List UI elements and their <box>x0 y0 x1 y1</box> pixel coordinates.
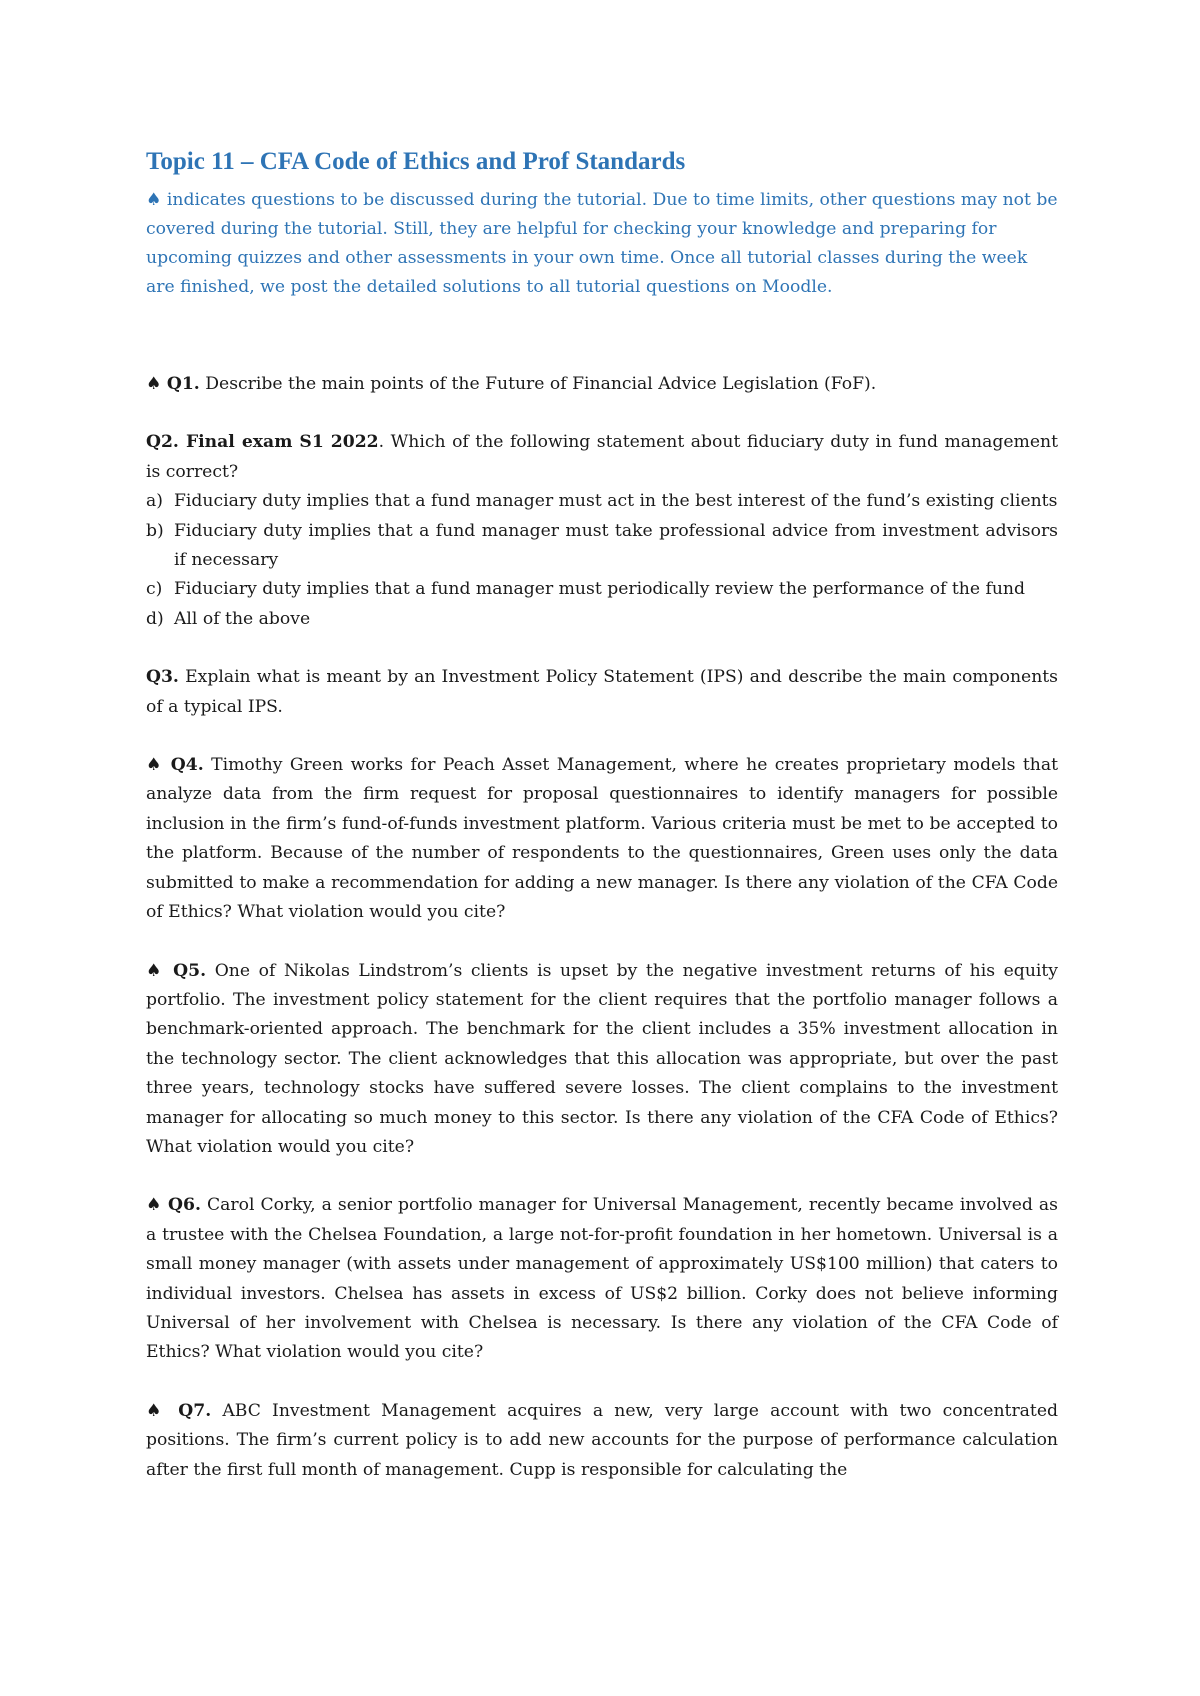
option-text: Fiduciary duty implies that a fund manager must periodically review the performance of the fund <box>174 579 1025 600</box>
question-5-label: Q5. <box>173 960 207 981</box>
option-d <box>146 605 1058 634</box>
page-title: Topic 11 – CFA Code of Ethics and Prof Standards <box>146 148 686 175</box>
question-5-text: One of Nikolas Lindstrom’s clients is upset by the negative investment returns of his equity portfolio. The investment policy statement for the client requires that the portfolio manager follows a benchmark-oriented approach. The benchmark for the client includes a 35% investment allocation in the technology sector. The client acknowledges that this allocation was appropriate, but over the past three years, technology stocks have suffered severe losses. The client complains to the investment manager for allocating so much money to this sector. Is there any violation of the CFA Code of Ethics? What violation would you cite? <box>146 960 1058 1157</box>
spade-icon: ♠ <box>146 1400 179 1421</box>
intro-text: indicates questions to be discussed during the tutorial. Due to time limits, other questions may not be covered during the tutorial. Still, they are helpful for checking your knowledge and preparing for upcoming quizzes and other assessments in your own time. Once all tutorial classes during the week are finished, we post the detailed solutions to all tutorial questions on Moodle. <box>146 190 1058 297</box>
question-2-label: Q2. Final exam S1 2022 <box>146 432 379 453</box>
option-letter: c) <box>146 579 163 600</box>
option-c <box>146 575 1058 604</box>
question-2 <box>146 428 1058 487</box>
question-7 <box>146 1397 1058 1485</box>
question-2-text: . Which of the following statement about fiduciary duty in fund management is correct? <box>146 432 1058 482</box>
question-3-label: Q3. <box>146 667 179 688</box>
question-3-text: Explain what is meant by an Investment Policy Statement (IPS) and describe the main components of a typical IPS. <box>146 667 1058 717</box>
question-1-text: Describe the main points of the Future of Financial Advice Legislation (FoF). <box>199 374 877 394</box>
question-7-text: ABC Investment Management acquires a new, very large account with two concentrated positions. The firm’s current policy is to add new accounts for the purpose of performance calculation after the first full month of management. Cupp is responsible for calculating the <box>146 1400 1059 1480</box>
spade-icon: ♠ <box>146 960 174 981</box>
question-5 <box>146 957 1058 1163</box>
document-page <box>146 146 1058 1485</box>
question-6-label: Q6. <box>168 1195 201 1216</box>
spade-icon: ♠ <box>146 1195 169 1216</box>
question-4-label: Q4. <box>170 755 204 776</box>
spade-icon: ♠ <box>146 190 162 210</box>
question-3 <box>146 663 1058 722</box>
option-text: Fiduciary duty implies that a fund manager must take professional advice from investment advisors if necessary <box>174 520 1058 571</box>
question-7-label: Q7. <box>178 1400 212 1421</box>
intro-paragraph <box>146 186 1058 302</box>
spade-icon: ♠ <box>146 755 171 776</box>
question-6-text: Carol Corky, a senior portfolio manager for Universal Management, recently became involved as a trustee with the Chelsea Foundation, a large not-for-profit foundation in her hometown. Universal is a small money manager (with assets under management of approximately US$100 million) that caters to individual investors. Chelsea has assets in excess of US$2 billion. Corky does not believe informing Universal of her involvement with Chelsea is necessary. Is there any violation of the CFA Code of Ethics? What violation would you cite? <box>146 1195 1058 1363</box>
option-letter: b) <box>146 520 164 541</box>
option-b <box>146 517 1058 576</box>
question-1-label: Q1. <box>166 374 200 394</box>
spade-icon: ♠ <box>146 374 167 394</box>
question-4 <box>146 751 1058 927</box>
option-letter: a) <box>146 491 163 512</box>
option-text: All of the above <box>174 608 311 629</box>
option-letter: d) <box>146 608 164 629</box>
question-4-text: Timothy Green works for Peach Asset Management, where he creates proprietary models that analyze data from the firm request for proposal questionnaires to identify managers for possible inclusion in the firm’s fund-of-funds investment platform. Various criteria must be met to be accepted to the platform. Because of the number of respondents to the questionnaires, Green uses only the data submitted to make a recommendation for adding a new manager. Is there any violation of the CFA Code of Ethics? What violation would you cite? <box>146 755 1059 923</box>
question-1 <box>146 370 1058 399</box>
question-2-options <box>146 487 1058 634</box>
question-6 <box>146 1191 1058 1367</box>
option-text: Fiduciary duty implies that a fund manager must act in the best interest of the fund’s existing clients <box>174 491 1058 512</box>
option-a <box>146 487 1058 516</box>
